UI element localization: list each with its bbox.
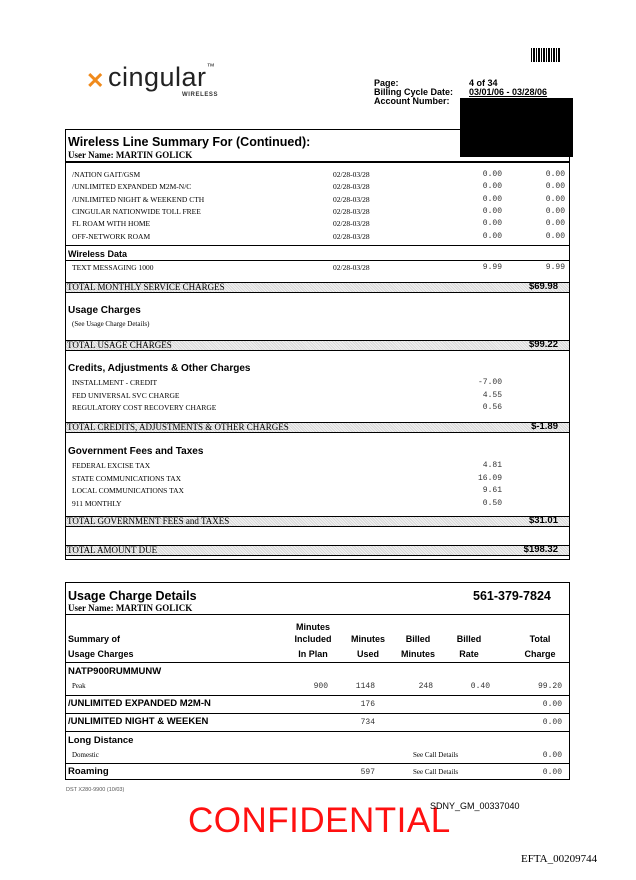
- feature-row-amount-b: 0.00: [545, 206, 565, 216]
- total-usage-label: TOTAL USAGE CHARGES: [67, 340, 172, 350]
- feature-row-label: /UNLIMITED EXPANDED M2M-N/C: [72, 182, 192, 192]
- divider: [66, 713, 569, 714]
- col-used-header: Minutes Used: [350, 634, 385, 659]
- form-code: DST X280-9900 (10/03): [66, 787, 125, 793]
- gov-row-amount: 9.61: [482, 486, 502, 495]
- divider: [66, 161, 569, 163]
- feature-row-label: FL ROAM WITH HOME: [72, 219, 151, 229]
- logo-name: cingular: [108, 62, 207, 92]
- divider: [66, 245, 569, 246]
- text-messaging-label: TEXT MESSAGING 1000: [72, 263, 154, 272]
- feature-row-amount-b: 0.00: [545, 194, 565, 204]
- feature-row-label: CINGULAR NATIONWIDE TOLL FREE: [72, 206, 201, 216]
- logo-sub: WIRELESS: [182, 92, 219, 98]
- text-messaging-date: 02/28-03/28: [333, 263, 370, 272]
- credit-row-amount: 0.56: [482, 403, 502, 412]
- domestic-total: 0.00: [542, 751, 562, 760]
- efta-bates-number: EFTA_00209744: [521, 853, 598, 865]
- feature-row-label: /NATION GAIT/GSM: [72, 170, 141, 179]
- text-messaging-amount-a: 9.99: [482, 263, 502, 272]
- credit-row-label: FED UNIVERSAL SVC CHARGE: [72, 390, 180, 400]
- feature-row-date: 02/28-03/28: [333, 231, 370, 241]
- col-summary-header: Summary of Usage Charges: [68, 634, 134, 659]
- feature-row-label: OFF-NETWORK ROAM: [72, 231, 151, 241]
- gov-row-amount: 4.81: [482, 461, 502, 470]
- feature-row-amount-a: 0.00: [482, 182, 502, 192]
- total-credits-amount: $-1.89: [531, 421, 558, 432]
- total-gov-amount: $31.01: [528, 515, 558, 526]
- roaming-total: 0.00: [542, 768, 562, 777]
- plan-name: NATP900RUMMUNW: [68, 666, 162, 677]
- billing-cycle-value: 03/01/06 - 03/28/06: [469, 87, 548, 97]
- feature-row-amount-a: 0.00: [482, 194, 502, 204]
- feature-row-amount-b: 0.00: [545, 231, 565, 241]
- gov-row-label: STATE COMMUNICATIONS TAX: [72, 473, 182, 483]
- feature-row-date: 02/28-03/28: [333, 194, 370, 204]
- col-billed-minutes-header: Billed Minutes: [400, 634, 435, 659]
- peak-included: 900: [313, 682, 328, 691]
- feature-row-amount-a: 0.00: [482, 219, 502, 229]
- credit-row-label: INSTALLMENT - CREDIT: [72, 378, 158, 387]
- roaming-label: Roaming: [68, 766, 109, 777]
- line-summary-user: User Name: MARTIN GOLICK: [68, 150, 193, 160]
- feature-row-amount-a: 0.00: [482, 170, 502, 179]
- peak-billed: 248: [418, 682, 433, 691]
- total-credits-label: TOTAL CREDITS, ADJUSTMENTS & OTHER CHARGES: [67, 422, 289, 432]
- divider: [66, 695, 569, 696]
- gov-fees-title: Government Fees and Taxes: [68, 446, 204, 457]
- usage-details-user: User Name: MARTIN GOLICK: [68, 603, 193, 613]
- gov-row-label: LOCAL COMMUNICATIONS TAX: [72, 486, 184, 495]
- m2m-label: /UNLIMITED EXPANDED M2M-N: [68, 698, 211, 709]
- cingular-jack-icon: ✕: [86, 68, 105, 93]
- feature-row-amount-a: 0.00: [482, 206, 502, 216]
- page-label: Page:: [374, 78, 399, 88]
- total-monthly-label: TOTAL MONTHLY SERVICE CHARGES: [67, 282, 225, 292]
- feature-row-date: 02/28-03/28: [333, 182, 370, 192]
- night-weekend-total: 0.00: [542, 718, 562, 727]
- page-value: 4 of 34: [469, 78, 498, 88]
- roaming-used: 597: [360, 768, 375, 777]
- usage-details-phone: 561-379-7824: [473, 589, 551, 603]
- account-number-label: Account Number:: [374, 96, 450, 106]
- gov-row-label: 911 MONTHLY: [72, 498, 122, 508]
- col-rate-header: Billed Rate: [456, 634, 482, 659]
- peak-used: 1148: [355, 682, 375, 691]
- domestic-note: See Call Details: [413, 751, 459, 759]
- credit-row-label: REGULATORY COST RECOVERY CHARGE: [72, 403, 217, 412]
- total-gov-label: TOTAL GOVERNMENT FEES and TAXES: [67, 516, 230, 526]
- gov-row-label: FEDERAL EXCISE TAX: [72, 461, 151, 470]
- long-distance-title: Long Distance: [68, 735, 134, 746]
- roaming-note: See Call Details: [413, 768, 459, 776]
- total-due-amount: $198.32: [523, 544, 558, 555]
- total-usage-amount: $99.22: [528, 339, 558, 350]
- usage-charges-title: Usage Charges: [68, 305, 141, 316]
- billing-cycle-label: Billing Cycle Date:: [374, 87, 454, 97]
- gov-row-amount: 16.09: [477, 473, 502, 483]
- sdny-bates-number: SDNY_GM_00337040: [430, 801, 520, 811]
- col-total-header: Total Charge: [524, 634, 556, 659]
- domestic-label: Domestic: [72, 751, 99, 759]
- usage-details-title: Usage Charge Details: [68, 589, 197, 603]
- feature-row-date: 02/28-03/28: [333, 206, 370, 216]
- divider: [66, 662, 569, 663]
- gov-row-amount: 0.50: [482, 498, 502, 508]
- night-weekend-label: /UNLIMITED NIGHT & WEEKEN: [68, 716, 209, 727]
- peak-label: Peak: [72, 682, 86, 690]
- credit-row-amount: 4.55: [482, 390, 502, 400]
- m2m-total: 0.00: [542, 700, 562, 709]
- m2m-used: 176: [360, 700, 375, 709]
- peak-total: 99.20: [537, 682, 562, 691]
- feature-row-amount-b: 0.00: [545, 182, 565, 192]
- night-weekend-used: 734: [360, 718, 375, 727]
- divider: [66, 731, 569, 732]
- total-monthly-amount: $69.98: [528, 281, 558, 292]
- total-due-label: TOTAL AMOUNT DUE: [67, 545, 158, 555]
- peak-rate: 0.40: [470, 682, 490, 691]
- barcode-image: [531, 48, 561, 62]
- divider: [66, 614, 569, 615]
- line-summary-title: Wireless Line Summary For (Continued):: [68, 135, 311, 149]
- divider: [66, 763, 569, 764]
- feature-row-date: 02/28-03/28: [333, 219, 370, 229]
- feature-row-amount-b: 0.00: [545, 170, 565, 179]
- feature-row-date: 02/28-03/28: [333, 170, 370, 179]
- credits-title: Credits, Adjustments & Other Charges: [68, 363, 251, 374]
- col-included-header: Minutes Included In Plan: [294, 622, 332, 659]
- feature-row-amount-a: 0.00: [482, 231, 502, 241]
- usage-charges-sub: (See Usage Charge Details): [72, 320, 150, 328]
- divider: [66, 260, 569, 261]
- credit-row-amount: -7.00: [477, 378, 502, 387]
- wireless-data-title: Wireless Data: [68, 249, 127, 259]
- feature-row-label: /UNLIMITED NIGHT & WEEKEND CTH: [72, 194, 205, 204]
- confidential-stamp: CONFIDENTIAL: [188, 801, 451, 840]
- text-messaging-amount-b: 9.99: [545, 263, 565, 272]
- feature-row-amount-b: 0.00: [545, 219, 565, 229]
